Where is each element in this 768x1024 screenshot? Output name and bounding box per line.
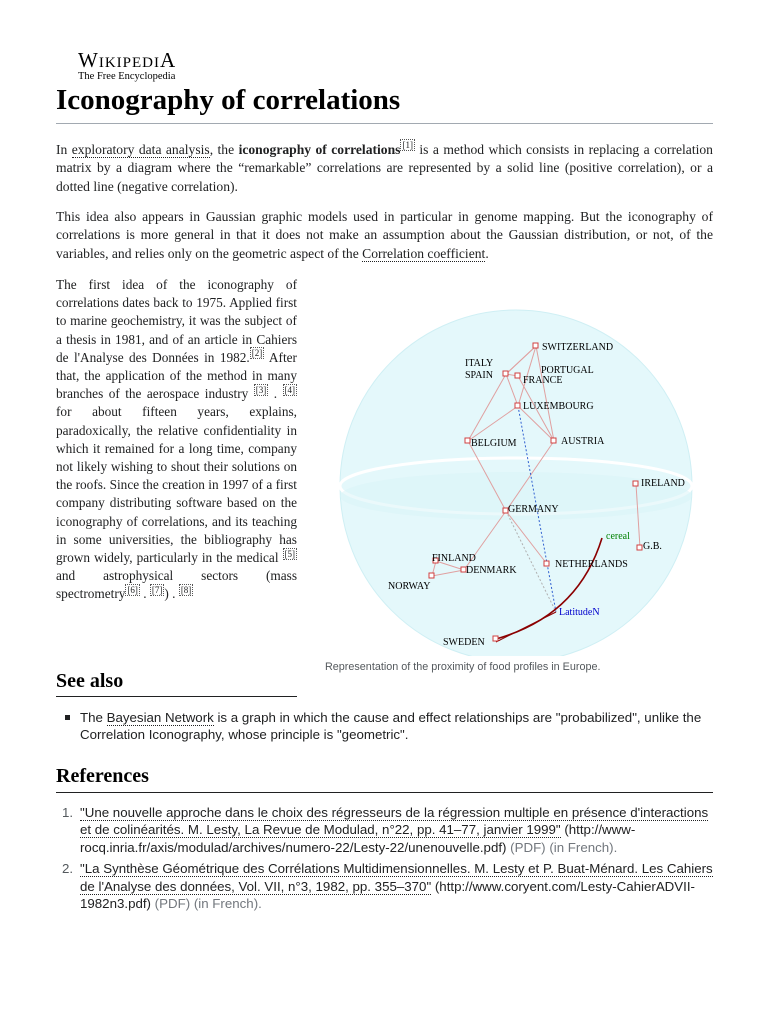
references-heading: References [56, 765, 149, 787]
label-denmark: DENMARK [466, 565, 517, 576]
wikipedia-tagline: The Free Encyclopedia [78, 71, 176, 82]
see-also-heading: See also [56, 670, 124, 692]
bayesian-network-link[interactable]: Bayesian Network [106, 710, 214, 725]
cite-ref-1[interactable]: [1] [402, 140, 413, 151]
cite-ref-8[interactable]: [8] [180, 585, 192, 596]
label-norway: NORWAY [388, 581, 431, 592]
see-also-list: The Bayesian Network is a graph in which the cause and effect relationships are "probabilized", unlike the Correlation Iconography, whose principle is "geometric". [80, 709, 712, 743]
label-germany: GERMANY [508, 504, 559, 515]
reference-item-1: 1. "Une nouvelle approche dans le choix des régresseurs de la régression multiple en présence d'interactions et de colinéarités. M. Lesty, La Revue de Modulad, n°22, pp. 41–77, janvier 1999" (http://www-rocq.inria.fr/axis/modulad/archives/numero-22/Lesty-22/unenouvelle.pdf) (PDF) (in French). [62, 805, 709, 855]
correlation-sphere-figure[interactable] [318, 286, 716, 656]
label-luxembourg: LUXEMBOURG [523, 401, 594, 412]
history-paragraph: The first idea of the iconography of correlations dates back to 1975. Applied first to marine geochemistry, it was the subject of a thesis in 1981, and of an article in Cahiers de l'Analyse des Données in 1982. [2] After that, the application of the method in many branches of the aerospace industry [3] . [4] for about fifteen years, explains, paradoxically, the relative confidentiality in which it remained for a long time, company not likely wishing to shout their solutions on the roofs. Since the creation in 1997 of a first company distributing software based on the iconography of correlations, and its teaching in some universities, the bibliography has grown widely, particularly in the medical [5] and astrophysical sectors (mass spectrometry [6] . [7] ) . [8] [56, 277, 297, 602]
label-spain: SPAIN [465, 370, 493, 381]
cite-ref-4[interactable]: [4] [284, 384, 295, 395]
label-austria: AUSTRIA [561, 436, 605, 447]
reference-1-url[interactable]: (http://www-rocq.inria.fr/axis/modulad/archives/numero-22/Lesty-22/unenouvelle.pdf) [80, 822, 636, 855]
references-list [62, 804, 714, 916]
page-title: Iconography of correlations [56, 84, 401, 116]
reference-1-title-link[interactable]: "Une nouvelle approche dans le choix des régresseurs de la régression multiple en présence d'interactions et de colinéarités. M. Lesty, La Revue de Modulad, n°22, pp. 41–77, janvier 1999" [80, 805, 709, 838]
bullet-icon [65, 715, 70, 720]
cite-ref-6[interactable]: [6] [127, 585, 138, 596]
intro-paragraph-1: In exploratory data analysis, the iconography of correlations [1] is a method which consists in replacing a correlation matrix by a diagram where the “remarkable” correlations are represented by a solid line (positive correlation), or a dotted line (negative correlation). [56, 140, 713, 194]
title-divider [56, 123, 713, 124]
label-belgium: BELGIUM [471, 438, 517, 449]
label-france: FRANCE [523, 375, 563, 386]
references-divider [56, 792, 713, 793]
label-gb: G.B. [643, 541, 662, 552]
wikipedia-logo-title[interactable]: WikipediA [78, 48, 177, 72]
label-portugal: PORTUGAL [541, 365, 594, 376]
intro-paragraph-2: This idea also appears in Gaussian graphic models used in particular in genome mapping. But the iconography of correlations is more general in that it does not make an assumption about the Gaussian distribution, or not, of the variables, and relies only on the geometric aspect of the Correlation coefficient. [56, 209, 713, 261]
label-latitude: LatitudeN [559, 607, 600, 618]
cite-ref-7[interactable]: [7] [151, 585, 163, 596]
label-cereal: cereal [606, 531, 630, 542]
reference-2-url[interactable]: (http://www.coryent.com/Lesty-CahierADVII-1982n3.pdf) [80, 878, 695, 912]
exploratory-data-analysis-link[interactable]: exploratory data analysis [71, 142, 210, 157]
label-finland: FINLAND [432, 553, 476, 564]
reference-item-2: 2. "La Synthèse Géométrique des Corrélations Multidimensionnelles. M. Lesty et P. Buat-Ménard. Les Cahiers de l'Analyse des données, Vol. VII, n°3, 1982, pp. 355–370" (http://www.coryent.com/Lesty-CahierADVII-1982n3.pdf) (PDF) (in French). [62, 861, 713, 912]
label-sweden: SWEDEN [443, 637, 485, 648]
reference-2-title-link[interactable]: "La Synthèse Géométrique des Corrélations Multidimensionnelles. M. Lesty et P. Buat-Ménard. Les Cahiers de l'Analyse des données, Vol. VII, n°3, 1982, pp. 355–370" [80, 861, 713, 894]
label-italy: ITALY [465, 358, 494, 369]
label-ireland: IRELAND [641, 478, 685, 489]
cite-ref-3[interactable]: [3] [255, 384, 267, 395]
see-also-divider [56, 696, 297, 697]
figure-caption: Representation of the proximity of food profiles in Europe. [325, 661, 601, 673]
cite-ref-2[interactable]: [2] [251, 348, 263, 359]
cite-ref-5[interactable]: [5] [284, 548, 295, 559]
label-netherlands: NETHERLANDS [555, 559, 628, 570]
correlation-coefficient-link[interactable]: Correlation coefficient [362, 245, 486, 261]
label-switzerland: SWITZERLAND [542, 342, 614, 353]
